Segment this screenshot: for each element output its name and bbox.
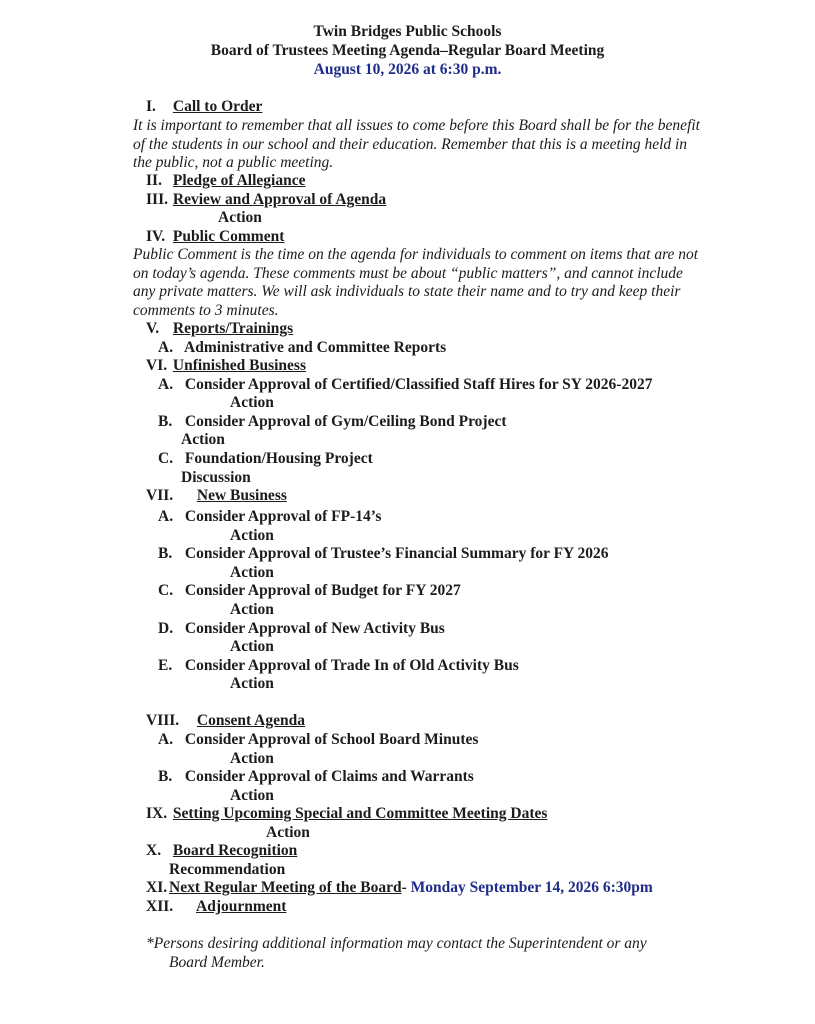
item-vi-b: B. Consider Approval of Gym/Ceiling Bond Project (158, 413, 507, 430)
item-vii: VII. New Business (146, 487, 287, 504)
footer-note-line2: Board Member. (169, 954, 265, 971)
footer-note-line1: *Persons desiring additional information may contact the Superintendent or any (146, 935, 647, 952)
school-name: Twin Bridges Public Schools (313, 23, 502, 40)
item-v-label: Reports/Trainings (172, 320, 294, 337)
item-vii-e-action: Action (230, 675, 274, 692)
item-xi-label: Next Regular Meeting of the Board (169, 879, 402, 896)
meeting-date: August 10, 2026 at 6:30 p.m. (313, 61, 502, 78)
item-iii-label: Review and Approval of Agenda (172, 191, 387, 208)
item-i: I. Call to Order (146, 98, 263, 115)
item-iii: III. Review and Approval of Agenda (146, 191, 387, 208)
item-vi-b-action: Action (181, 431, 225, 448)
item-viii-label: Consent Agenda (196, 712, 305, 729)
item-vii-a: A. Consider Approval of FP-14’s (158, 508, 382, 525)
item-vii-e: E. Consider Approval of Trade In of Old Activity Bus (158, 657, 519, 674)
call-to-order-note: It is important to remember that all issues to come before this Board shall be for the benefit of the students in our school and their education. Remember that this is a meeting held in the public, not a public meeting. (133, 117, 700, 171)
item-vii-b-action: Action (230, 564, 274, 581)
item-vii-d: D. Consider Approval of New Activity Bus (158, 620, 445, 637)
agenda-header (0, 22, 815, 79)
item-ix: IX. Setting Upcoming Special and Committee Meeting Dates (146, 805, 548, 822)
item-x: X. Board Recognition (146, 842, 298, 859)
item-vii-a-action: Action (230, 527, 274, 544)
item-v: V. Reports/Trainings (146, 320, 294, 337)
item-xi: XI. Next Regular Meeting of the Board- Monday September 14, 2026 6:30pm (146, 879, 653, 896)
item-viii-b-action: Action (230, 787, 274, 804)
item-x-action: Recommendation (169, 861, 286, 878)
item-iii-action: Action (218, 209, 262, 226)
item-x-label: Board Recognition (172, 842, 298, 859)
item-vi: VI. Unfinished Business (146, 357, 306, 374)
item-viii-a: A. Consider Approval of School Board Minutes (158, 731, 479, 748)
agenda-title: Board of Trustees Meeting Agenda–Regular Board Meeting (210, 42, 605, 59)
item-vi-label: Unfinished Business (172, 357, 306, 374)
item-ix-label: Setting Upcoming Special and Committee Meeting Dates (172, 805, 548, 822)
item-i-label: Call to Order (172, 98, 263, 115)
item-vi-c: C. Foundation/Housing Project (158, 450, 373, 467)
item-vii-b: B. Consider Approval of Trustee’s Financial Summary for FY 2026 (158, 545, 609, 562)
item-vii-c-action: Action (230, 601, 274, 618)
item-vi-a: A. Consider Approval of Certified/Classified Staff Hires for SY 2026-2027 (158, 376, 653, 393)
item-xii: XII. Adjournment (146, 898, 287, 915)
item-ii: II. Pledge of Allegiance (146, 172, 306, 189)
item-vii-d-action: Action (230, 638, 274, 655)
item-v-a: A. Administrative and Committee Reports (158, 339, 447, 356)
item-vi-a-action: Action (230, 394, 274, 411)
item-viii: VIII. Consent Agenda (146, 712, 305, 729)
item-vi-c-action: Discussion (181, 469, 251, 486)
item-viii-a-action: Action (230, 750, 274, 767)
item-vii-c: C. Consider Approval of Budget for FY 2027 (158, 582, 461, 599)
item-iv: IV. Public Comment (146, 228, 285, 245)
item-ix-action: Action (266, 824, 310, 841)
item-ii-label: Pledge of Allegiance (172, 172, 306, 189)
item-xii-label: Adjournment (196, 898, 287, 915)
item-vii-label: New Business (196, 487, 287, 504)
public-comment-note: Public Comment is the time on the agenda for individuals to comment on items that are not on today’s agenda. These comments must be about “public matters”, and cannot include any private matters. We will ask individuals to state their name and to try and keep their comments to 3 minutes. (133, 246, 699, 319)
item-viii-b: B. Consider Approval of Claims and Warrants (158, 768, 474, 785)
next-meeting-date: Monday September 14, 2026 6:30pm (410, 879, 653, 896)
item-iv-label: Public Comment (172, 228, 285, 245)
